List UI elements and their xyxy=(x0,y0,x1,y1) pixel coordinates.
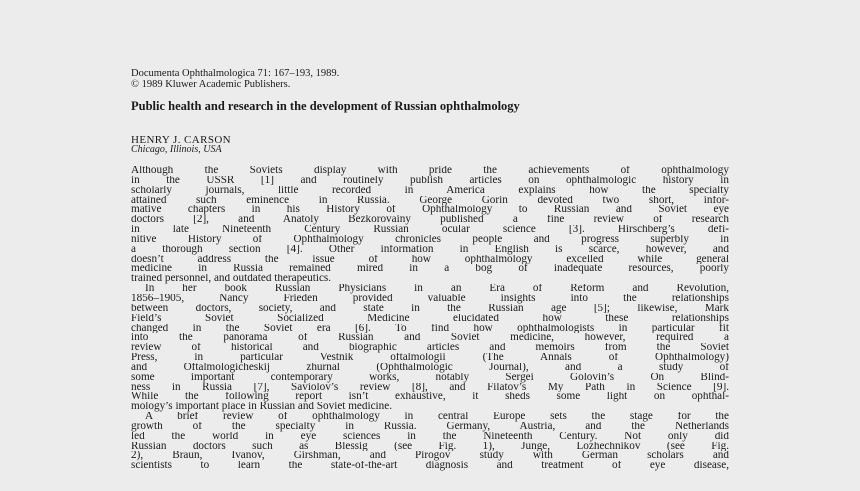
body-line: 1856–1905, Nancy Frieden provided valuable insights into the relationships xyxy=(131,293,729,304)
body-line: Field’s Soviet Socialized Medicine elucidated how these relationships xyxy=(131,313,729,324)
body-line: Press, in particular Vestnik oftalmologii (The Annals of Ophthalmology) xyxy=(131,353,729,363)
body-line: mative chapters in his History of Ophthalmology to Russian and Soviet eye xyxy=(131,205,729,216)
body-line: in the USSR [1] and routinely publish articles on ophthalmologic history in xyxy=(131,175,729,186)
journal-citation: Documenta Ophthalmologica 71: 167–193, 1989. xyxy=(131,68,340,79)
body-line: trained personnel, and outdated therapeutics. xyxy=(131,274,332,285)
body-line: led the world in eye sciences in the Nineteenth Century. Not only did xyxy=(131,431,729,442)
body-line: mology’s important place in Russian and Soviet medicine. xyxy=(131,402,392,413)
body-line: attained such eminence in Russia. George Gorin devoted two short, infor- xyxy=(131,195,729,206)
body-line: between doctors, society, and state in the Russian age [5]; likewise, Mark xyxy=(131,303,729,314)
body-line: 2), Braun, Ivanov, Girshman, and Pirogov study with German scholars and xyxy=(131,451,729,462)
journal-header xyxy=(131,68,339,90)
body-line: Although the Soviets display with pride the achievements of ophthalmology xyxy=(131,166,729,176)
body-line: scientists to learn the state-of-the-art diagnosis and treatment of eye disease, xyxy=(131,461,729,472)
body-line: medicine in Russia remained mired in a bog of inadequate resources, poorly xyxy=(131,264,729,275)
body-line: review of historical and biographic articles and memoirs from the Soviet xyxy=(131,343,729,354)
body-line: nitive History of Ophthalmology chronicles people and progress superbly in xyxy=(131,234,729,245)
body-line: Russian doctors such as Blessig (see Fig. 1), Junge, Lozhechnikov (see Fig. xyxy=(131,441,729,452)
body-line: into the panorama of Russian and Soviet medicine, however, required a xyxy=(131,333,729,344)
body-line: ness in Russia [7], Saviolov’s review [8], and Filatov’s My Path in Science [9]. xyxy=(131,382,729,393)
body-line: changed in the Soviet era [6]. To find how ophthalmologists in particular fit xyxy=(131,323,729,334)
body-line: some important contemporary works, notably Sergei Golovin’s On Blind- xyxy=(131,372,729,383)
body-line: growth of the specialty in Russia. Germany, Austria, and the Netherlands xyxy=(131,421,729,432)
body-line: and Oftalmologicheskij zhurnal (Ophthalmologic Journal), and a study of xyxy=(131,362,729,373)
body-line: While the following report isn’t exhaustive, it sheds some light on ophthal- xyxy=(131,392,729,403)
article-title: Public health and research in the development of Russian ophthalmology xyxy=(131,99,520,113)
body-line: in late Nineteenth Century Russian ocular science [3]. Hirschberg’s defi- xyxy=(131,225,729,235)
body-line: A brief review of ophthalmology in central Europe sets the stage for the xyxy=(145,412,729,422)
author-name: HENRY J. CARSON xyxy=(131,134,232,146)
body-line: a thorough section [4]. Other information in English is scarce, however, and xyxy=(131,244,729,255)
body-line: scholarly journals, little recorded in America explains how the specialty xyxy=(131,185,729,196)
author-affiliation: Chicago, Illinois, USA xyxy=(131,144,222,155)
body-line: In her book Russian Physicians in an Era of Reform and Revolution, xyxy=(145,284,729,294)
body-line: doesn’t address the issue of how ophthalmology excelled while general xyxy=(131,254,729,265)
body-line: doctors [2], and Anatoly Bezkorovainy published a fine review of research xyxy=(131,215,729,226)
copyright-notice: © 1989 Kluwer Academic Publishers. xyxy=(131,79,291,90)
article-body xyxy=(131,166,729,471)
